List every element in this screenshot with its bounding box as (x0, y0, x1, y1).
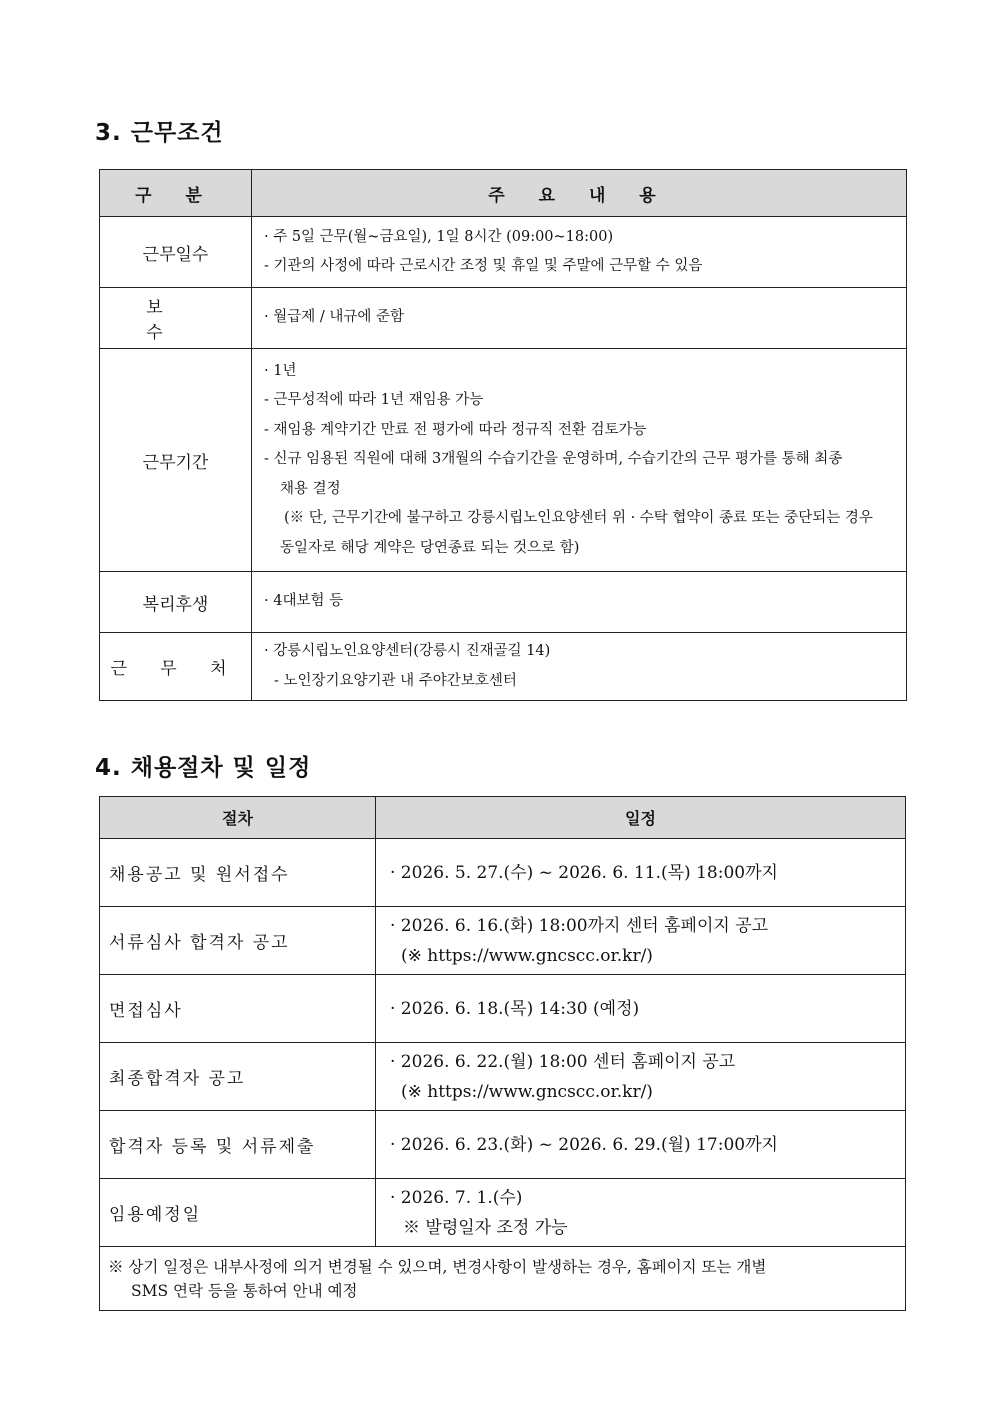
schedule-cell (376, 1111, 906, 1179)
content-line: - 신규 임용된 직원에 대해 3개월의 수습기간을 운영하며, 수습기간의 근무 평가를 통해 최종 (264, 451, 843, 468)
content-line: 채용 결정 (280, 480, 341, 497)
table-header-row (100, 170, 907, 217)
table-row (100, 572, 907, 633)
schedule-cell (376, 1179, 906, 1247)
procedure-cell: 최종합격자 공고 (100, 1043, 376, 1111)
work-conditions-table (99, 169, 907, 701)
procedure-cell: 서류심사 합격자 공고 (100, 907, 376, 975)
table-row (100, 1043, 906, 1111)
header-schedule: 일정 (376, 797, 906, 839)
schedule-line: · 2026. 6. 23.(화) ~ 2026. 6. 29.(월) 17:00까지 (390, 1134, 778, 1155)
table-row (100, 1179, 906, 1247)
table-row (100, 349, 907, 572)
schedule-line: · 2026. 6. 16.(화) 18:00까지 센터 홈페이지 공고 (390, 915, 769, 936)
schedule-cell (376, 907, 906, 975)
content-line: · 4대보험 등 (264, 593, 344, 610)
content-line: · 월급제 / 내규에 준함 (264, 309, 404, 326)
content-line: · 1년 (264, 362, 297, 379)
section-4-title: 4. 채용절차 및 일정 (95, 755, 312, 781)
row-content-period (252, 349, 907, 572)
schedule-line: · 2026. 6. 22.(월) 18:00 센터 홈페이지 공고 (390, 1051, 736, 1072)
schedule-line: · 2026. 6. 18.(목) 14:30 (예정) (390, 998, 640, 1019)
schedule-line: · 2026. 5. 27.(수) ~ 2026. 6. 11.(목) 18:00까지 (390, 862, 778, 883)
table-header-row (100, 797, 906, 839)
table-row (100, 633, 907, 701)
row-label-welfare: 복리후생 (100, 572, 252, 633)
header-main-content: 주 요 내 용 (252, 170, 907, 217)
content-line: - 노인장기요양기관 내 주야간보호센터 (274, 672, 517, 689)
row-label-workplace: 근 무 처 (100, 633, 252, 701)
table-row (100, 975, 906, 1043)
footnote-line: SMS 연락 등을 통하여 안내 예정 (131, 1281, 358, 1300)
procedure-cell: 면접심사 (100, 975, 376, 1043)
row-content-salary (252, 288, 907, 349)
table-row (100, 217, 907, 288)
recruitment-schedule-table (99, 796, 906, 1311)
table-row (100, 1111, 906, 1179)
row-content-welfare (252, 572, 907, 633)
content-line: - 근무성적에 따라 1년 재임용 가능 (264, 392, 484, 409)
content-line: · 강릉시립노인요양센터(강릉시 진재골길 14) (264, 643, 551, 659)
procedure-cell: 임용예정일 (100, 1179, 376, 1247)
table-note-row (100, 1247, 906, 1311)
table-row (100, 288, 907, 349)
row-content-workplace (252, 633, 907, 701)
content-line: (※ 단, 근무기간에 불구하고 강릉시립노인요양센터 위 · 수탁 협약이 종료 또는 중단되는 경우 (284, 510, 873, 527)
procedure-cell: 합격자 등록 및 서류제출 (100, 1111, 376, 1179)
schedule-note: ※ 발령일자 조정 가능 (403, 1217, 568, 1238)
row-content-workdays (252, 217, 907, 288)
schedule-line: · 2026. 7. 1.(수) (390, 1187, 523, 1208)
schedule-cell (376, 1043, 906, 1111)
content-line: - 재임용 계약기간 만료 전 평가에 따라 정규직 전환 검토가능 (264, 421, 647, 438)
homepage-url: (※ https://www.gncscc.or.kr/) (401, 1081, 653, 1102)
homepage-url: (※ https://www.gncscc.or.kr/) (401, 945, 653, 966)
header-category: 구 분 (100, 170, 252, 217)
row-label-salary: 보 수 (100, 288, 252, 349)
content-line: · 주 5일 근무(월~금요일), 1일 8시간 (09:00~18:00) (264, 228, 614, 245)
footnote-line: ※ 상기 일정은 내부사정에 의거 변경될 수 있으며, 변경사항이 발생하는 경우, 홈페이지 또는 개별 (108, 1257, 767, 1276)
content-line: 동일자로 해당 계약은 당연종료 되는 것으로 함) (280, 539, 580, 556)
table-row (100, 907, 906, 975)
content-line: - 기관의 사정에 따라 근로시간 조정 및 휴일 및 주말에 근무할 수 있음 (264, 258, 703, 274)
table-row (100, 839, 906, 907)
header-procedure: 절차 (100, 797, 376, 839)
row-label-period: 근무기간 (100, 349, 252, 572)
schedule-footnote (100, 1247, 906, 1311)
section-3-title: 3. 근무조건 (95, 120, 224, 146)
row-label-workdays: 근무일수 (100, 217, 252, 288)
procedure-cell: 채용공고 및 원서접수 (100, 839, 376, 907)
schedule-cell (376, 839, 906, 907)
schedule-cell (376, 975, 906, 1043)
